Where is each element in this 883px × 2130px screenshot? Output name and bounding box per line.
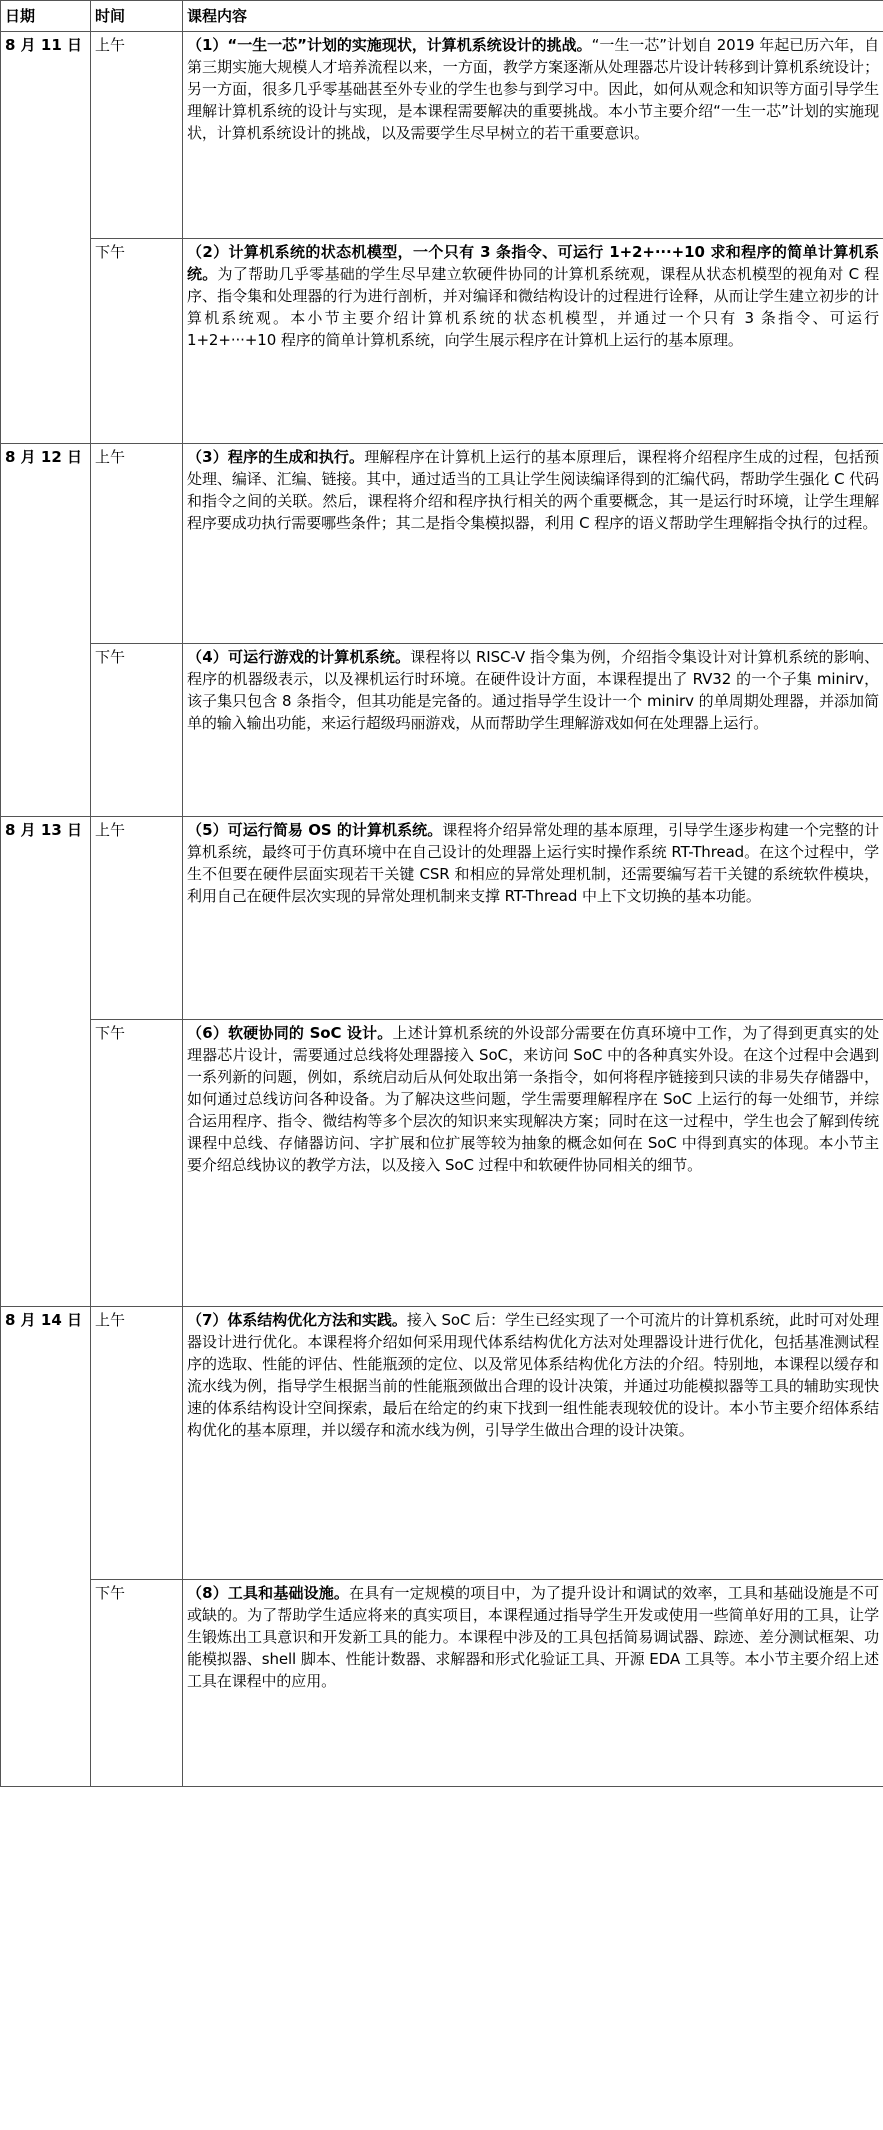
content-cell — [183, 1580, 883, 1787]
content-cell — [183, 239, 883, 444]
content-cell — [183, 1307, 883, 1580]
table-row — [1, 644, 883, 817]
table-row — [1, 239, 883, 444]
content-cell — [183, 32, 883, 239]
session-body: 理解程序在计算机上运行的基本原理后，课程将介绍程序生成的过程，包括预处理、编译、汇编、链接。其中，通过适当的工具让学生阅读编译得到的汇编代码，帮助学生强化 C 代码和指令之间的关联。然后，课程将介绍和程序执行相关的两个重要概念，其一是运行时环境，让学生理解程序要成功执行需要哪些条件；其二是指令集模拟器，利用 C 程序的语义帮助学生理解指令执行的过程。 — [187, 448, 879, 532]
table-row — [1, 1020, 883, 1307]
content-cell — [183, 1020, 883, 1307]
date-cell: 8 月 12 日 — [1, 444, 91, 817]
header-time: 时间 — [91, 1, 183, 32]
time-cell: 上午 — [91, 444, 183, 644]
date-cell: 8 月 14 日 — [1, 1307, 91, 1787]
header-row — [1, 1, 883, 32]
content-cell — [183, 444, 883, 644]
date-cell: 8 月 11 日 — [1, 32, 91, 444]
session-body: 课程将以 RISC-V 指令集为例，介绍指令集设计对计算机系统的影响、程序的机器级表示，以及裸机运行时环境。在硬件设计方面，本课程提出了 RV32 的一个子集 minirv，该子集只包含 8 条指令，但其功能是完备的。通过指导学生设计一个 minirv 的单周期处理器，并添加简单的输入输出功能，来运行超级玛丽游戏，从而帮助学生理解游戏如何在处理器上运行。 — [187, 648, 879, 732]
session-title: （2）计算机系统的状态机模型，一个只有 3 条指令、可运行 1+2+···+10 求和程序的简单计算机系统。 — [187, 243, 879, 283]
table-row — [1, 444, 883, 644]
header-content: 课程内容 — [183, 1, 883, 32]
time-cell: 下午 — [91, 644, 183, 817]
table-row — [1, 1580, 883, 1787]
session-body: “一生一芯”计划自 2019 年起已历六年，自第三期实施大规模人才培养流程以来，一方面，教学方案逐渐从处理器芯片设计转移到计算机系统设计；另一方面，很多几乎零基础甚至外专业的学生也参与到学习中。因此，如何从观念和知识等方面引导学生理解计算机系统的设计与实现，是本课程需要解决的重要挑战。本小节主要介绍“一生一芯”计划的实施现状，计算机系统设计的挑战，以及需要学生尽早树立的若干重要意识。 — [187, 36, 879, 142]
session-body: 为了帮助几乎零基础的学生尽早建立软硬件协同的计算机系统观，课程从状态机模型的视角对 C 程序、指令集和处理器的行为进行剖析，并对编译和微结构设计的过程进行诠释，从而让学生建立初步的计算机系统观。本小节主要介绍计算机系统的状态机模型，并通过一个只有 3 条指令、可运行 1+2+···+10 程序的简单计算机系统，向学生展示程序在计算机上运行的基本原理。 — [187, 265, 879, 349]
session-title: （4）可运行游戏的计算机系统。 — [187, 648, 411, 666]
session-title: （7）体系结构优化方法和实践。 — [187, 1311, 407, 1329]
session-body: 课程将介绍异常处理的基本原理，引导学生逐步构建一个完整的计算机系统，最终可于仿真环境中在自己设计的处理器上运行实时操作系统 RT-Thread。在这个过程中，学生不但要在硬件层面实现若干关键 CSR 和相应的异常处理机制，还需要编写若干关键的系统软件模块，利用自己在硬件层次实现的异常处理机制来支撑 RT-Thread 中上下文切换的基本功能。 — [187, 821, 879, 905]
time-cell: 下午 — [91, 1580, 183, 1787]
session-title: （3）程序的生成和执行。 — [187, 448, 365, 466]
content-cell — [183, 644, 883, 817]
time-cell: 上午 — [91, 1307, 183, 1580]
table-row — [1, 1307, 883, 1580]
session-title: （1）“一生一芯”计划的实施现状，计算机系统设计的挑战。 — [187, 36, 592, 54]
time-cell: 下午 — [91, 1020, 183, 1307]
time-cell: 上午 — [91, 32, 183, 239]
session-title: （6）软硬协同的 SoC 设计。 — [187, 1024, 393, 1042]
content-cell — [183, 817, 883, 1020]
table-row — [1, 817, 883, 1020]
session-title: （5）可运行简易 OS 的计算机系统。 — [187, 821, 443, 839]
time-cell: 上午 — [91, 817, 183, 1020]
session-title: （8）工具和基础设施。 — [187, 1584, 350, 1602]
session-body: 上述计算机系统的外设部分需要在仿真环境中工作，为了得到更真实的处理器芯片设计，需要通过总线将处理器接入 SoC，来访问 SoC 中的各种真实外设。在这个过程中会遇到一系列新的问题，例如，系统启动后从何处取出第一条指令，如何将程序链接到只读的非易失存储器中，如何通过总线访问各种设备。为了解决这些问题，学生需要理解程序在 SoC 上运行的每一处细节，并综合运用程序、指令、微结构等多个层次的知识来实现解决方案；同时在这一过程中，学生也会了解到传统课程中总线、存储器访问、字扩展和位扩展等较为抽象的概念如何在 SoC 中得到真实的体现。本小节主要介绍总线协议的教学方法，以及接入 SoC 过程中和软硬件协同相关的细节。 — [187, 1024, 879, 1174]
session-body: 在具有一定规模的项目中，为了提升设计和调试的效率，工具和基础设施是不可或缺的。为了帮助学生适应将来的真实项目，本课程通过指导学生开发或使用一些简单好用的工具，让学生锻炼出工具意识和开发新工具的能力。本课程中涉及的工具包括简易调试器、踪迹、差分测试框架、功能模拟器、shell 脚本、性能计数器、求解器和形式化验证工具、开源 EDA 工具等。本小节主要介绍上述工具在课程中的应用。 — [187, 1584, 879, 1690]
table-row — [1, 32, 883, 239]
session-body: 接入 SoC 后：学生已经实现了一个可流片的计算机系统，此时可对处理器设计进行优化。本课程将介绍如何采用现代体系结构优化方法对处理器设计进行优化，包括基准测试程序的选取、性能的评估、性能瓶颈的定位、以及常见体系结构优化方法的介绍。特别地，本课程以缓存和流水线为例，指导学生根据当前的性能瓶颈做出合理的设计决策，并通过功能模拟器等工具的辅助实现快速的体系结构设计空间探索，最后在给定的约束下找到一组性能表现较优的设计。本小节主要介绍体系结构优化的基本原理，并以缓存和流水线为例，引导学生做出合理的设计决策。 — [187, 1311, 879, 1439]
time-cell: 下午 — [91, 239, 183, 444]
header-date: 日期 — [1, 1, 91, 32]
date-cell: 8 月 13 日 — [1, 817, 91, 1307]
